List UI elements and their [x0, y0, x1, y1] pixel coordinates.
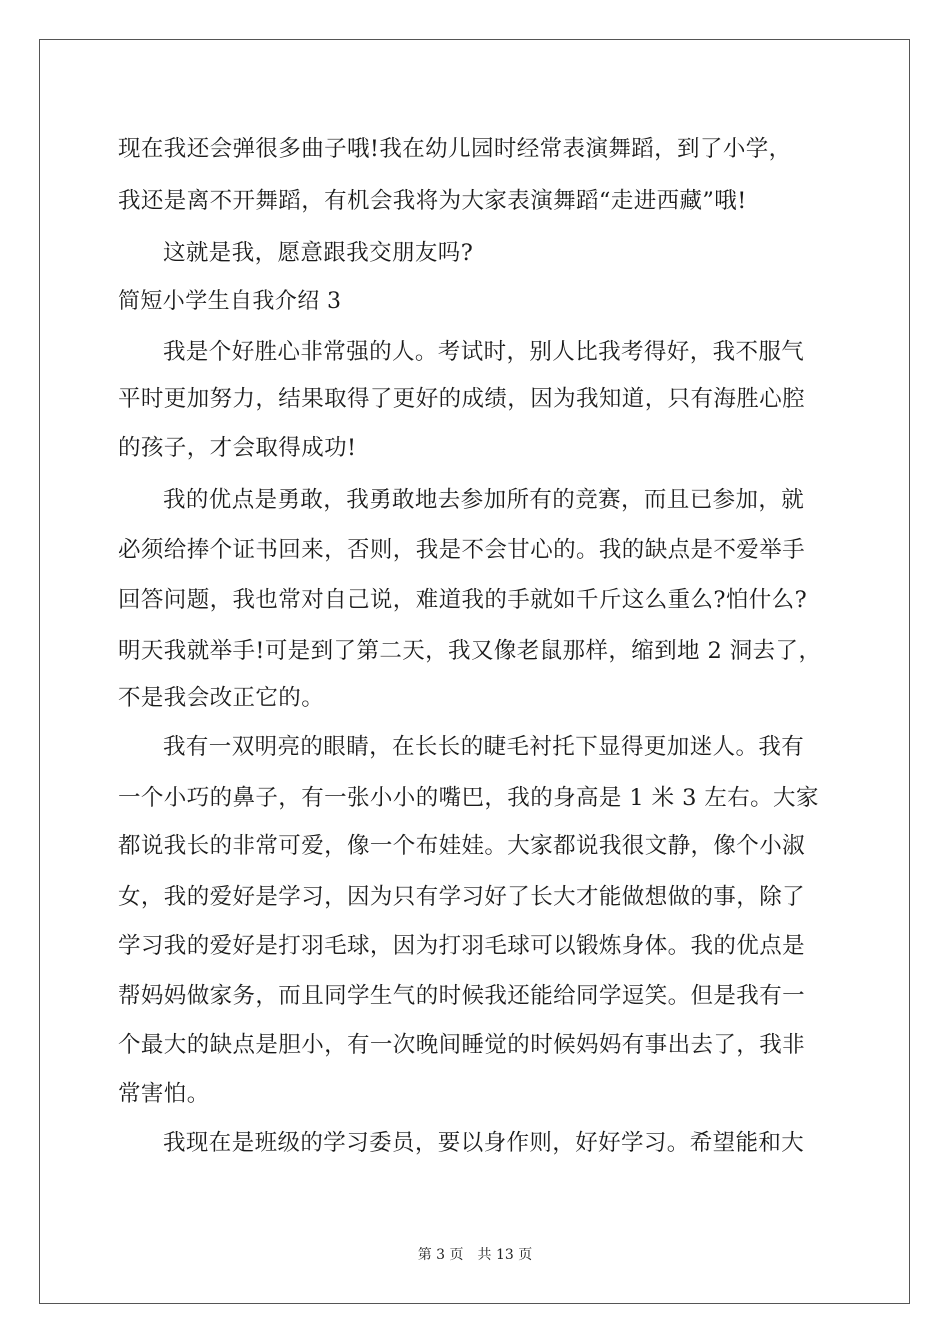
text-line: 个最大的缺点是胆小，有一次晚间睡觉的时候妈妈有事出去了，我非 [118, 1032, 806, 1058]
text-line: 都说我长的非常可爱，像一个布娃娃。大家都说我很文静，像个小淑 [118, 833, 806, 859]
text-line: 常害怕。 [118, 1081, 210, 1107]
text-line: 不是我会改正它的。 [118, 685, 325, 711]
text-line: 我有一双明亮的眼睛，在长长的睫毛衬托下显得更加迷人。我有 [163, 734, 805, 760]
text-line: 我现在是班级的学习委员，要以身作则，好好学习。希望能和大 [163, 1130, 805, 1156]
text-line: 一个小巧的鼻子，有一张小小的嘴巴，我的身高是 1 米 3 左右。大家 [118, 785, 819, 811]
section-heading: 简短小学生自我介绍 3 [118, 289, 342, 314]
text-line: 我的优点是勇敢，我勇敢地去参加所有的竞赛，而且已参加，就 [163, 487, 805, 513]
text-line: 的孩子，才会取得成功! [118, 435, 357, 461]
text-line: 必须给捧个证书回来，否则，我是不会甘心的。我的缺点是不爱举手 [118, 537, 806, 563]
text-line: 这就是我，愿意跟我交朋友吗? [163, 240, 474, 266]
text-line: 帮妈妈做家务，而且同学生气的时候我还能给同学逗笑。但是我有一 [118, 983, 806, 1009]
text-line: 女，我的爱好是学习，因为只有学习好了长大才能做想做的事，除了 [118, 884, 806, 910]
page-total: 共 13 页 [477, 1247, 533, 1263]
text-line: 现在我还会弹很多曲子哦!我在幼儿园时经常表演舞蹈，到了小学， [118, 136, 792, 162]
text-line: 学习我的爱好是打羽毛球，因为打羽毛球可以锻炼身体。我的优点是 [118, 933, 806, 959]
page-footer [0, 1246, 950, 1264]
text-line: 平时更加努力，结果取得了更好的成绩，因为我知道，只有海胜心腔 [118, 386, 806, 412]
text-line: 我还是离不开舞蹈，有机会我将为大家表演舞蹈“走进西藏”哦! [118, 188, 747, 214]
text-line: 回答问题，我也常对自己说，难道我的手就如千斤这么重么?怕什么? [118, 587, 808, 613]
text-line: 明天我就举手!可是到了第二天，我又像老鼠那样，缩到地 2 洞去了， [118, 638, 822, 664]
page-number: 第 3 页 [417, 1247, 464, 1263]
page-border [39, 39, 910, 1304]
text-line: 我是个好胜心非常强的人。考试时，别人比我考得好，我不服气 [163, 339, 805, 365]
